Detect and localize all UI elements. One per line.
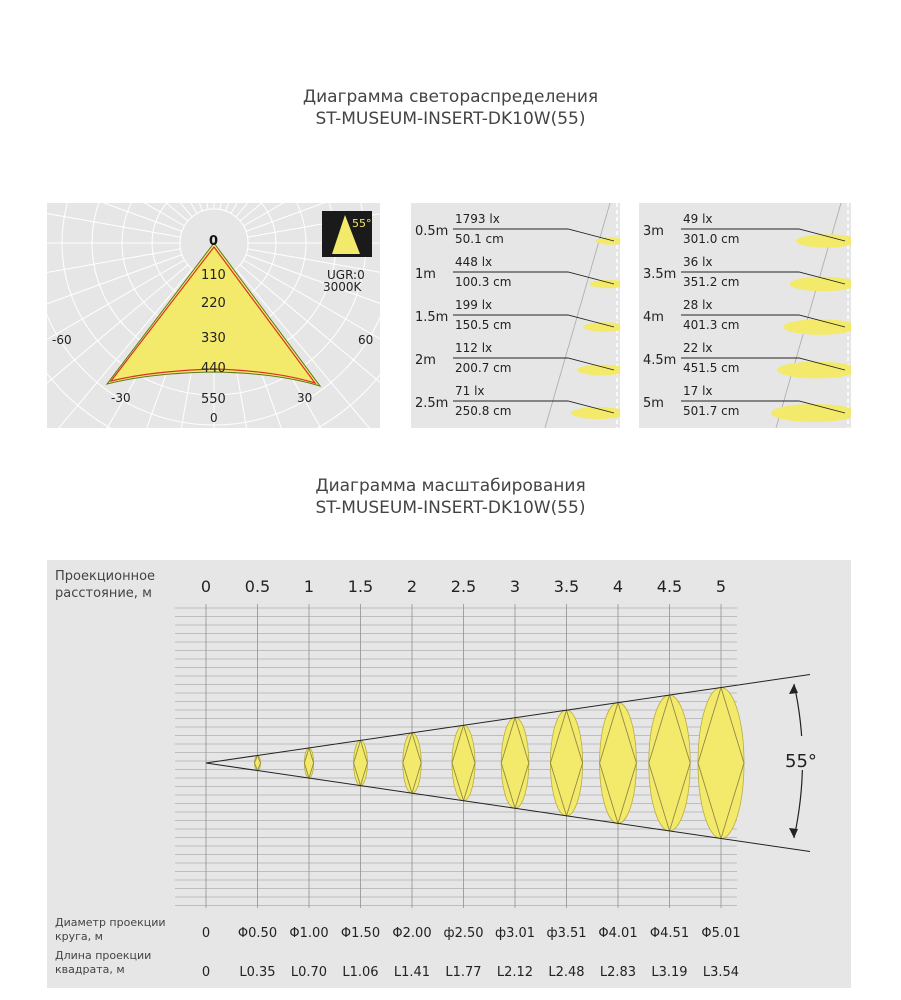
spot-distance-label: 0.5m <box>415 224 449 239</box>
projection-distance-label-line2: расстояние, м <box>55 586 152 601</box>
zoom-spot-circle <box>600 703 637 824</box>
spot-diameter-label: 250.8 cm <box>455 404 512 418</box>
spot-ellipse <box>771 404 851 422</box>
zoom-spot-circle <box>698 688 744 839</box>
beam-angle-badge-label: 55° <box>352 217 372 230</box>
radial-label-110: 110 <box>201 268 226 283</box>
spot-distance-label: 4.5m <box>643 353 677 368</box>
radial-label-330: 330 <box>201 331 226 346</box>
circle-diameter-value: Φ5.01 <box>701 926 741 941</box>
projection-distance-tick: 3 <box>509 577 521 596</box>
radial-label-220: 220 <box>201 296 226 311</box>
zoom-spot-circle <box>501 718 529 809</box>
square-length-value: L1.41 <box>393 965 431 980</box>
zoom-diagram-title <box>0 475 901 519</box>
zoom-spot-circle <box>649 695 690 831</box>
ugr-label: UGR:0 <box>327 268 365 282</box>
spot-lux-label: 1793 lx <box>455 212 500 226</box>
projection-distance-tick: 0 <box>200 577 212 596</box>
angle-label-left60: -60 <box>52 333 72 347</box>
square-length-value: L3.54 <box>702 965 740 980</box>
spot-distance-label: 3m <box>643 224 664 239</box>
spot-diameter-label: 301.0 cm <box>683 232 740 246</box>
projection-distance-tick: 0.5 <box>244 577 271 596</box>
projection-distance-tick: 3.5 <box>553 577 580 596</box>
radial-label-550: 550 <box>201 392 226 407</box>
square-length-value: L0.35 <box>239 965 276 980</box>
cct-label: 3000K <box>323 280 362 294</box>
polar-spoke <box>169 203 208 210</box>
projection-distance-tick: 4 <box>612 577 624 596</box>
projection-distance-tick: 4.5 <box>656 577 683 596</box>
zoom-diagram-panel <box>47 560 851 988</box>
illuminance-chart-right <box>639 203 851 428</box>
radial-label-0: 0 <box>209 234 219 249</box>
radial-label-440: 440 <box>201 361 226 376</box>
spot-lux-label: 112 lx <box>455 341 493 355</box>
square-length-label-line1: Длина проекции <box>55 949 152 962</box>
spot-diameter-label: 351.2 cm <box>683 275 740 289</box>
square-length-value: L1.06 <box>342 965 379 980</box>
spot-lux-label: 22 lx <box>683 341 713 355</box>
zoom-diagram-title-line2: ST-MUSEUM-INSERT-DK10W(55) <box>315 498 586 518</box>
spot-lux-label: 36 lx <box>683 255 713 269</box>
spot-diameter-label: 50.1 cm <box>455 232 504 246</box>
spot-ellipse <box>590 280 620 288</box>
projection-distance-tick: 2.5 <box>450 577 477 596</box>
projection-distance-tick: 5 <box>715 577 727 596</box>
zoom-beam-angle-label: 55° <box>785 751 817 772</box>
spot-distance-label: 3.5m <box>643 267 677 282</box>
spot-distance-label: 5m <box>643 396 664 411</box>
polar-spoke <box>47 203 192 217</box>
circle-diameter-value: ф2.50 <box>443 926 484 941</box>
circle-diameter-value: Φ4.01 <box>598 926 638 941</box>
spot-diameter-label: 451.5 cm <box>683 361 740 375</box>
zoom-spot-circle <box>550 710 582 816</box>
spot-diameter-label: 100.3 cm <box>455 275 512 289</box>
projection-distance-label-line1: Проекционное <box>55 569 156 584</box>
square-length-value: L1.77 <box>445 965 482 980</box>
polar-spoke <box>47 203 181 237</box>
spot-ellipse <box>796 234 851 247</box>
illuminance-chart-left <box>411 203 620 428</box>
spot-distance-label: 2.5m <box>415 396 449 411</box>
spot-ellipse <box>790 277 851 291</box>
square-length-value: L2.12 <box>496 965 534 980</box>
zoom-spot-circle <box>304 748 313 778</box>
square-length-value: L0.70 <box>290 965 328 980</box>
zoom-spot-circle <box>354 740 368 785</box>
circle-diameter-label-line1: Диаметр проекции <box>55 916 166 929</box>
polar-spoke <box>220 203 259 210</box>
spot-lux-label: 49 lx <box>683 212 713 226</box>
circle-diameter-value: ф3.01 <box>494 926 536 941</box>
spot-diameter-label: 150.5 cm <box>455 318 512 332</box>
square-length-value: 0 <box>201 965 211 980</box>
circle-diameter-value: 0 <box>201 926 211 941</box>
circle-diameter-label-line2: круга, м <box>55 930 103 943</box>
polar-spoke <box>47 203 188 221</box>
circle-diameter-value: Φ1.50 <box>340 926 381 941</box>
circle-diameter-value: Φ2.00 <box>392 926 432 941</box>
spot-ellipse <box>783 319 851 335</box>
bottom-zero-label: 0 <box>210 411 218 425</box>
square-length-label-line2: квадрата, м <box>55 963 125 976</box>
square-length-value: L2.83 <box>599 965 637 980</box>
spot-diameter-label: 200.7 cm <box>455 361 512 375</box>
spot-lux-label: 17 lx <box>683 384 713 398</box>
spot-distance-label: 4m <box>643 310 664 325</box>
spot-lux-label: 28 lx <box>683 298 713 312</box>
angle-label-right30: 30 <box>297 391 313 405</box>
spot-diameter-label: 501.7 cm <box>683 404 740 418</box>
zoom-spot-circle <box>255 755 261 770</box>
spot-distance-label: 1m <box>415 267 436 282</box>
light-distribution-title-line2: ST-MUSEUM-INSERT-DK10W(55) <box>315 109 586 129</box>
spot-distance-label: 1.5m <box>415 310 449 325</box>
light-distribution-title-line1: Диаграмма светораспределения <box>302 87 599 107</box>
square-length-value: L3.19 <box>651 965 688 980</box>
circle-diameter-value: ф3.51 <box>546 926 587 941</box>
spot-lux-label: 199 lx <box>455 298 493 312</box>
spot-diameter-label: 401.3 cm <box>683 318 740 332</box>
angle-label-right60: 60 <box>358 333 374 347</box>
square-length-value: L2.48 <box>548 965 585 980</box>
spot-lux-label: 448 lx <box>455 255 493 269</box>
projection-distance-tick: 1.5 <box>347 577 374 596</box>
zoom-spot-circle <box>403 733 421 793</box>
polar-spoke <box>84 203 197 214</box>
spot-distance-label: 2m <box>415 353 436 368</box>
spot-lux-label: 71 lx <box>455 384 485 398</box>
circle-diameter-value: Φ1.00 <box>289 926 329 941</box>
polar-diagram <box>47 203 380 428</box>
projection-distance-tick: 1 <box>303 577 315 596</box>
illuminance-panel-left <box>411 203 620 428</box>
polar-diagram-panel <box>47 203 380 428</box>
zoom-spot-circle <box>452 725 475 801</box>
projection-distance-tick: 2 <box>406 577 418 596</box>
light-distribution-title <box>0 86 901 130</box>
zoom-diagram-title-line1: Диаграмма масштабирования <box>315 476 586 496</box>
spot-ellipse <box>777 362 851 379</box>
angle-label-left30: -30 <box>111 391 131 405</box>
illuminance-panel-right <box>639 203 851 428</box>
zoom-diagram <box>47 560 851 988</box>
circle-diameter-value: Φ0.50 <box>237 926 278 941</box>
circle-diameter-value: Φ4.51 <box>649 926 690 941</box>
